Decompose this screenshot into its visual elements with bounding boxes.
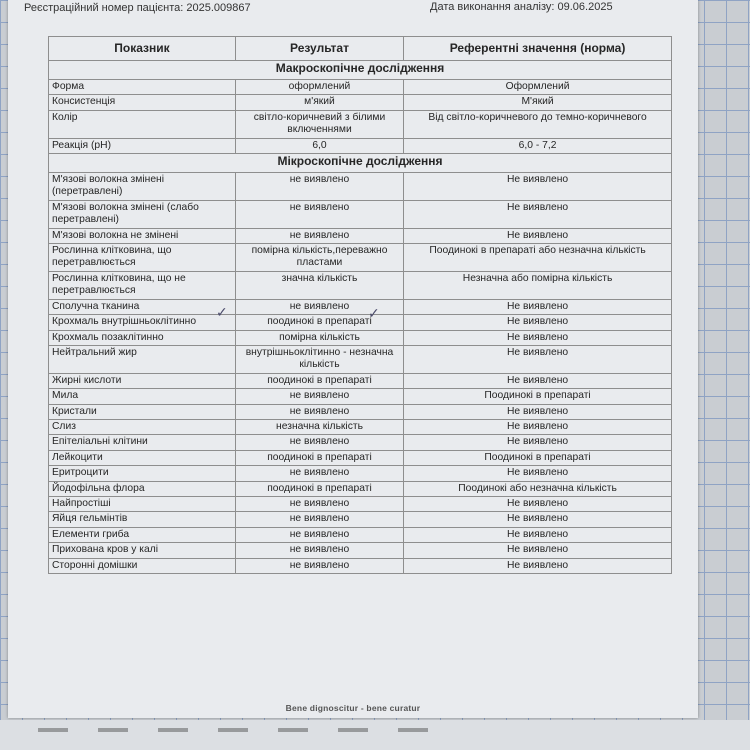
table-row bbox=[49, 80, 672, 95]
result-cell: не виявлено bbox=[235, 200, 403, 228]
result-cell: не виявлено bbox=[235, 299, 403, 314]
table-row bbox=[49, 200, 672, 228]
table-row bbox=[49, 496, 672, 511]
indicator-cell: Лейкоцити bbox=[49, 450, 236, 465]
indicator-cell: Йодофільна флора bbox=[49, 481, 236, 496]
reference-cell: Не виявлено bbox=[404, 466, 672, 481]
checkmark-icon: ✓ bbox=[216, 305, 228, 321]
reference-cell: Не виявлено bbox=[404, 228, 672, 243]
result-cell: значна кількість bbox=[235, 271, 403, 299]
column-header-indicator: Показник bbox=[49, 37, 236, 61]
indicator-cell: Епітеліальні клітини bbox=[49, 435, 236, 450]
reference-cell: Не виявлено bbox=[404, 345, 672, 373]
reference-cell: Не виявлено bbox=[404, 435, 672, 450]
footer-motto: Bene dignoscitur - bene curatur bbox=[285, 703, 421, 713]
indicator-cell: Крохмаль позаклітинно bbox=[49, 330, 236, 345]
indicator-cell: Сполучна тканина bbox=[49, 299, 236, 314]
section-title: Макроскопічне дослідження bbox=[49, 61, 672, 80]
table-row bbox=[49, 138, 672, 153]
result-cell: м'який bbox=[235, 95, 403, 110]
reference-cell: Не виявлено bbox=[404, 200, 672, 228]
indicator-cell: Рослинна клітковина, що не перетравлюється bbox=[49, 271, 236, 299]
indicator-cell: Еритроцити bbox=[49, 466, 236, 481]
result-cell: не виявлено bbox=[235, 512, 403, 527]
indicator-cell: Форма bbox=[49, 80, 236, 95]
column-header-reference: Референтні значення (норма) bbox=[404, 37, 672, 61]
table-row bbox=[49, 419, 672, 434]
indicator-cell: М'язові волокна не змінені bbox=[49, 228, 236, 243]
result-cell: незначна кількість bbox=[235, 419, 403, 434]
reference-cell: Поодинокі в препараті bbox=[404, 450, 672, 465]
table-row bbox=[49, 345, 672, 373]
lab-report-sheet bbox=[8, 0, 698, 718]
table-row bbox=[49, 271, 672, 299]
reference-cell: Не виявлено bbox=[404, 527, 672, 542]
reference-cell: Не виявлено bbox=[404, 299, 672, 314]
indicator-cell: Колір bbox=[49, 110, 236, 138]
result-cell: не виявлено bbox=[235, 404, 403, 419]
result-cell: не виявлено bbox=[235, 496, 403, 511]
result-cell: помірна кількість,переважно пластами bbox=[235, 244, 403, 272]
reference-cell: Не виявлено bbox=[404, 419, 672, 434]
result-cell: не виявлено bbox=[235, 543, 403, 558]
table-row bbox=[49, 404, 672, 419]
indicator-cell: Рослинна клітковина, що перетравлюється bbox=[49, 244, 236, 272]
table-row bbox=[49, 299, 672, 314]
result-cell: не виявлено bbox=[235, 558, 403, 573]
indicator-cell: Елементи гриба bbox=[49, 527, 236, 542]
result-cell: оформлений bbox=[235, 80, 403, 95]
table-row bbox=[49, 527, 672, 542]
section-title: Мікроскопічне дослідження bbox=[49, 154, 672, 173]
reference-cell: Не виявлено bbox=[404, 173, 672, 201]
indicator-cell: М'язові волокна змінені (перетравлені) bbox=[49, 173, 236, 201]
table-row bbox=[49, 558, 672, 573]
result-cell: не виявлено bbox=[235, 389, 403, 404]
table-row bbox=[49, 315, 672, 330]
reference-cell: Поодинокі або незначна кількість bbox=[404, 481, 672, 496]
result-cell: не виявлено bbox=[235, 527, 403, 542]
reference-cell: Не виявлено bbox=[404, 496, 672, 511]
reference-cell: Не виявлено bbox=[404, 512, 672, 527]
underlying-text-strip bbox=[38, 728, 458, 732]
result-cell: помірна кількість bbox=[235, 330, 403, 345]
report-header bbox=[8, 0, 698, 24]
indicator-cell: Яйця гельмінтів bbox=[49, 512, 236, 527]
result-cell: не виявлено bbox=[235, 228, 403, 243]
reference-cell: Не виявлено bbox=[404, 404, 672, 419]
analysis-date: Дата виконання аналізу: 09.06.2025 bbox=[430, 1, 613, 13]
underlying-page bbox=[0, 720, 750, 750]
indicator-cell: Консистенція bbox=[49, 95, 236, 110]
indicator-cell: Жирні кислоти bbox=[49, 373, 236, 388]
table-header-row bbox=[49, 37, 672, 61]
reference-cell: Не виявлено bbox=[404, 330, 672, 345]
indicator-cell: Найпростіші bbox=[49, 496, 236, 511]
reference-cell: Поодинокі в препараті bbox=[404, 389, 672, 404]
table-row bbox=[49, 543, 672, 558]
reference-cell: М'який bbox=[404, 95, 672, 110]
indicator-cell: Реакція (pH) bbox=[49, 138, 236, 153]
indicator-cell: Нейтральний жир bbox=[49, 345, 236, 373]
table-row bbox=[49, 450, 672, 465]
table-row bbox=[49, 466, 672, 481]
column-header-result: Результат bbox=[235, 37, 403, 61]
table-row bbox=[49, 110, 672, 138]
reference-cell: Не виявлено bbox=[404, 373, 672, 388]
indicator-cell: Кристали bbox=[49, 404, 236, 419]
section-row bbox=[49, 61, 672, 80]
patient-id: Реєстраційний номер пацієнта: 2025.009867 bbox=[24, 2, 251, 14]
indicator-cell: Прихована кров у калі bbox=[49, 543, 236, 558]
reference-cell: Від світло-коричневого до темно-коричневого bbox=[404, 110, 672, 138]
reference-cell: Не виявлено bbox=[404, 558, 672, 573]
indicator-cell: Слиз bbox=[49, 419, 236, 434]
table-row bbox=[49, 228, 672, 243]
result-cell: не виявлено bbox=[235, 466, 403, 481]
indicator-cell: Крохмаль внутрішньоклітинно bbox=[49, 315, 236, 330]
results-body bbox=[49, 61, 672, 574]
reference-cell: Не виявлено bbox=[404, 543, 672, 558]
reference-cell: Оформлений bbox=[404, 80, 672, 95]
results-table bbox=[48, 36, 672, 574]
result-cell: не виявлено bbox=[235, 435, 403, 450]
table-row bbox=[49, 373, 672, 388]
table-row bbox=[49, 481, 672, 496]
table-row bbox=[49, 244, 672, 272]
reference-cell: Поодинокі в препараті або незначна кількість bbox=[404, 244, 672, 272]
reference-cell: Не виявлено bbox=[404, 315, 672, 330]
indicator-cell: М'язові волокна змінені (слабо перетравлені) bbox=[49, 200, 236, 228]
indicator-cell: Сторонні домішки bbox=[49, 558, 236, 573]
result-cell: внутрішньоклітинно - незначна кількість bbox=[235, 345, 403, 373]
table-row bbox=[49, 512, 672, 527]
section-row bbox=[49, 154, 672, 173]
indicator-cell: Мила bbox=[49, 389, 236, 404]
checkmark-icon: ✓ bbox=[368, 306, 380, 322]
result-cell: поодинокі в препараті bbox=[235, 481, 403, 496]
result-cell: 6,0 bbox=[235, 138, 403, 153]
table-row bbox=[49, 389, 672, 404]
result-cell: поодинокі в препараті bbox=[235, 373, 403, 388]
result-cell: поодинокі в препараті bbox=[235, 315, 403, 330]
table-row bbox=[49, 173, 672, 201]
table-row bbox=[49, 330, 672, 345]
reference-cell: 6,0 - 7,2 bbox=[404, 138, 672, 153]
reference-cell: Незначна або помірна кількість bbox=[404, 271, 672, 299]
result-cell: поодинокі в препараті bbox=[235, 450, 403, 465]
table-row bbox=[49, 435, 672, 450]
result-cell: світло-коричневий з білими включеннями bbox=[235, 110, 403, 138]
result-cell: не виявлено bbox=[235, 173, 403, 201]
table-row bbox=[49, 95, 672, 110]
